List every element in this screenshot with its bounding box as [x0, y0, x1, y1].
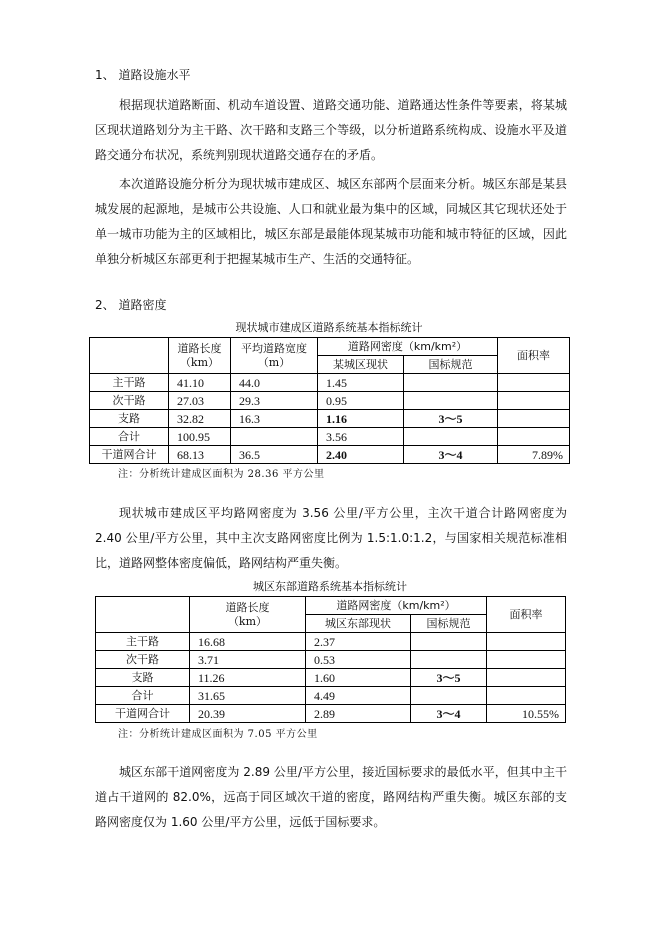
table2-header-row	[96, 597, 566, 615]
cell-length: 11.26	[190, 669, 306, 687]
cell-density: 2.89	[306, 705, 411, 723]
cell-density: 0.95	[318, 392, 404, 410]
table1-header-length: 道路长度 （km）	[169, 338, 231, 374]
row-name: 主干路	[90, 374, 169, 392]
paragraph-3: 现状城市建成区平均路网密度为 3.56 公里/平方公里，主次干道合计路网密度为 2.40 公里/平方公里，其中主次支路网密度比例为 1.5:1.0:1.2，与国家相关规范标准相比，道路网整体密度偏低，路网结构严重失衡。	[95, 506, 567, 570]
table1	[89, 337, 570, 464]
cell-width: 16.3	[231, 410, 318, 428]
cell-standard	[404, 428, 498, 446]
table2-header-ratio: 面积率	[487, 597, 566, 633]
cell-ratio	[487, 687, 566, 705]
table2	[95, 596, 566, 723]
section1-paragraph-1: 根据现状道路断面、机动车道设置、道路交通功能、道路通达性条件等要素，将某城区现状道路划分为主干路、次干路和支路三个等级，以分析道路系统构成、设施水平及道路交通分布状况，系统判别现状道路交通存在的矛盾。	[95, 98, 567, 162]
cell-length: 100.95	[169, 428, 231, 446]
row-name: 合计	[90, 428, 169, 446]
table1-header-row	[90, 338, 570, 356]
cell-ratio	[487, 651, 566, 669]
table-row	[90, 446, 570, 464]
table1-note: 注：分析统计建成区面积为 28.36 平方公里	[118, 469, 325, 480]
cell-density: 4.49	[306, 687, 411, 705]
cell-standard: 3～5	[411, 669, 487, 687]
cell-length: 20.39	[190, 705, 306, 723]
cell-ratio	[487, 633, 566, 651]
cell-width: 44.0	[231, 374, 318, 392]
table2-note: 注：分析统计建成区面积为 7.05 平方公里	[118, 729, 318, 740]
table-row	[96, 633, 566, 651]
table2-header-length: 道路长度 （km）	[190, 597, 306, 633]
cell-ratio	[498, 410, 570, 428]
cell-density: 2.37	[306, 633, 411, 651]
cell-standard	[404, 392, 498, 410]
cell-ratio: 10.55%	[487, 705, 566, 723]
cell-length: 3.71	[190, 651, 306, 669]
cell-standard: 3～4	[411, 705, 487, 723]
cell-length: 16.68	[190, 633, 306, 651]
table1-header-current: 某城区现状	[318, 356, 404, 374]
cell-density: 3.56	[318, 428, 404, 446]
table2-header-density: 道路网密度（km/km²）	[306, 597, 487, 615]
cell-standard	[404, 374, 498, 392]
paragraph-4: 城区东部干道网密度为 2.89 公里/平方公里，接近国标要求的最低水平，但其中主干道占干道网的 82.0%，远高于同区域次干道的密度，路网结构严重失衡。城区东部的支路网密度仅为 1.60 公里/平方公里，远低于国标要求。	[95, 765, 567, 829]
table1-header-standard: 国标规范	[404, 356, 498, 374]
row-name: 合计	[96, 687, 190, 705]
cell-density: 1.60	[306, 669, 411, 687]
cell-standard	[411, 633, 487, 651]
section1-heading: 1、 道路设施水平	[95, 68, 191, 82]
row-name: 干道网合计	[90, 446, 169, 464]
cell-ratio	[498, 392, 570, 410]
table2-corner-cell	[96, 597, 190, 633]
cell-standard	[411, 651, 487, 669]
table-row	[96, 669, 566, 687]
cell-density: 0.53	[306, 651, 411, 669]
row-name: 主干路	[96, 633, 190, 651]
row-name: 次干路	[96, 651, 190, 669]
cell-ratio	[487, 669, 566, 687]
table2-caption: 城区东部道路系统基本指标统计	[253, 580, 407, 593]
table-row	[96, 687, 566, 705]
cell-ratio	[498, 374, 570, 392]
table-row	[90, 374, 570, 392]
cell-length: 27.03	[169, 392, 231, 410]
section1-paragraph-2: 本次道路设施分析分为现状城市建成区、城区东部两个层面来分析。城区东部是某县城发展的起源地，是城市公共设施、人口和就业最为集中的区域，同城区其它现状还处于单一城市功能为主的区域相比，城区东部是最能体现某城市功能和城市特征的区域，因此单独分析城区东部更利于把握某城市生产、生活的交通特征。	[95, 177, 567, 266]
cell-density: 1.16	[318, 410, 404, 428]
table-row	[90, 392, 570, 410]
cell-length: 41.10	[169, 374, 231, 392]
cell-width: 29.3	[231, 392, 318, 410]
table-row	[96, 705, 566, 723]
cell-standard	[411, 687, 487, 705]
cell-ratio: 7.89%	[498, 446, 570, 464]
table-row	[96, 651, 566, 669]
row-name: 支路	[90, 410, 169, 428]
table1-header-width: 平均道路宽度 （m）	[231, 338, 318, 374]
table1-header-density: 道路网密度（km/km²）	[318, 338, 498, 356]
table2-header-standard: 国标规范	[411, 615, 487, 633]
cell-length: 68.13	[169, 446, 231, 464]
cell-length: 32.82	[169, 410, 231, 428]
row-name: 干道网合计	[96, 705, 190, 723]
cell-density: 2.40	[318, 446, 404, 464]
table1-caption: 现状城市建成区道路系统基本指标统计	[235, 321, 423, 334]
table-row	[90, 428, 570, 446]
section2-heading: 2、 道路密度	[95, 298, 167, 312]
cell-standard: 3～5	[404, 410, 498, 428]
table2-header-current: 城区东部现状	[306, 615, 411, 633]
cell-width	[231, 428, 318, 446]
cell-density: 1.45	[318, 374, 404, 392]
cell-ratio	[498, 428, 570, 446]
cell-standard: 3～4	[404, 446, 498, 464]
table1-corner-cell	[90, 338, 169, 374]
row-name: 支路	[96, 669, 190, 687]
table-row	[90, 410, 570, 428]
cell-length: 31.65	[190, 687, 306, 705]
row-name: 次干路	[90, 392, 169, 410]
table1-header-ratio: 面积率	[498, 338, 570, 374]
cell-width: 36.5	[231, 446, 318, 464]
